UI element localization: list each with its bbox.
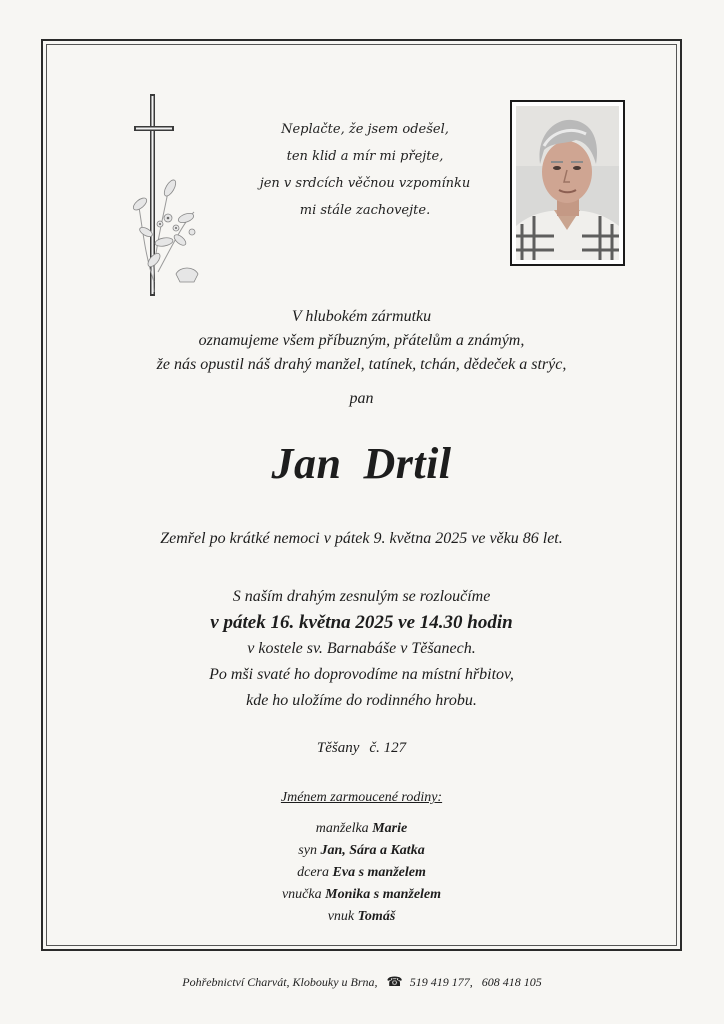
family-relation: dcera bbox=[297, 865, 330, 880]
address-town: Těšany bbox=[316, 740, 360, 756]
death-notice: Zemřel po krátké nemoci v pátek 9. května 2025 ve věku 86 let. bbox=[160, 530, 563, 547]
last-name: Drtil bbox=[363, 439, 452, 488]
portrait-photo bbox=[516, 106, 619, 260]
funeral-datetime: v pátek 16. května 2025 ve 14.30 hodin bbox=[210, 612, 513, 633]
phone-number: 608 418 105 bbox=[481, 975, 542, 989]
family-relation: syn bbox=[298, 843, 317, 858]
poem-line: jen v srdcích věčnou vzpomínku bbox=[259, 176, 471, 191]
cross-with-flowers-icon bbox=[124, 92, 214, 298]
funeral-place: v kostele sv. Barnabáše v Těšanech. bbox=[247, 640, 476, 657]
portrait-image bbox=[516, 106, 619, 260]
family-relation: manželka bbox=[315, 821, 369, 836]
funeral-line: kde ho uložíme do rodinného hrobu. bbox=[246, 692, 477, 709]
family-row bbox=[41, 818, 682, 840]
family-names: Marie bbox=[372, 821, 408, 836]
address-number: č. 127 bbox=[369, 740, 407, 756]
funeral-line: Po mši svaté ho doprovodíme na místní hřbitov, bbox=[209, 666, 514, 683]
family-row bbox=[41, 906, 682, 928]
family-names: Jan, Sára a Katka bbox=[320, 843, 425, 858]
family-relation: vnuk bbox=[327, 909, 355, 924]
funeral-details bbox=[41, 584, 682, 714]
family-relation: vnučka bbox=[281, 887, 322, 902]
poem-line: Neplačte, že jsem odešel, bbox=[281, 122, 449, 137]
family-row bbox=[41, 862, 682, 884]
intro-line: V hlubokém zármutku bbox=[291, 308, 432, 325]
portrait-frame bbox=[510, 100, 625, 266]
family-list bbox=[41, 818, 682, 928]
funeral-company: Pohřebnictví Charvát, Klobouky u Brna, bbox=[182, 975, 378, 989]
intro-line: oznamujeme všem příbuzným, přátelům a známým, bbox=[198, 332, 525, 349]
family-names: Monika s manželem bbox=[325, 887, 442, 902]
phone-icon: ☎ bbox=[386, 974, 403, 989]
poem bbox=[240, 116, 490, 224]
deceased-name bbox=[41, 438, 682, 489]
poem-line: ten klid a mír mi přejte, bbox=[286, 149, 444, 164]
family-row bbox=[41, 840, 682, 862]
family-heading: Jménem zarmoucené rodiny: bbox=[280, 790, 443, 805]
family-names: Tomáš bbox=[357, 909, 396, 924]
first-name: Jan bbox=[271, 439, 342, 488]
family-names: Eva s manželem bbox=[332, 865, 426, 880]
announcement-intro bbox=[41, 305, 682, 377]
phone-number: 519 419 177, bbox=[409, 975, 473, 989]
poem-line: mi stále zachovejte. bbox=[299, 203, 431, 218]
address bbox=[41, 740, 682, 757]
intro-line: že nás opustil náš drahý manžel, tatínek, tchán, dědeček a strýc, bbox=[156, 356, 567, 373]
family-row bbox=[41, 884, 682, 906]
funeral-line: S naším drahým zesnulým se rozloučíme bbox=[232, 588, 491, 605]
salutation: pan bbox=[349, 390, 374, 407]
footer bbox=[0, 974, 724, 990]
